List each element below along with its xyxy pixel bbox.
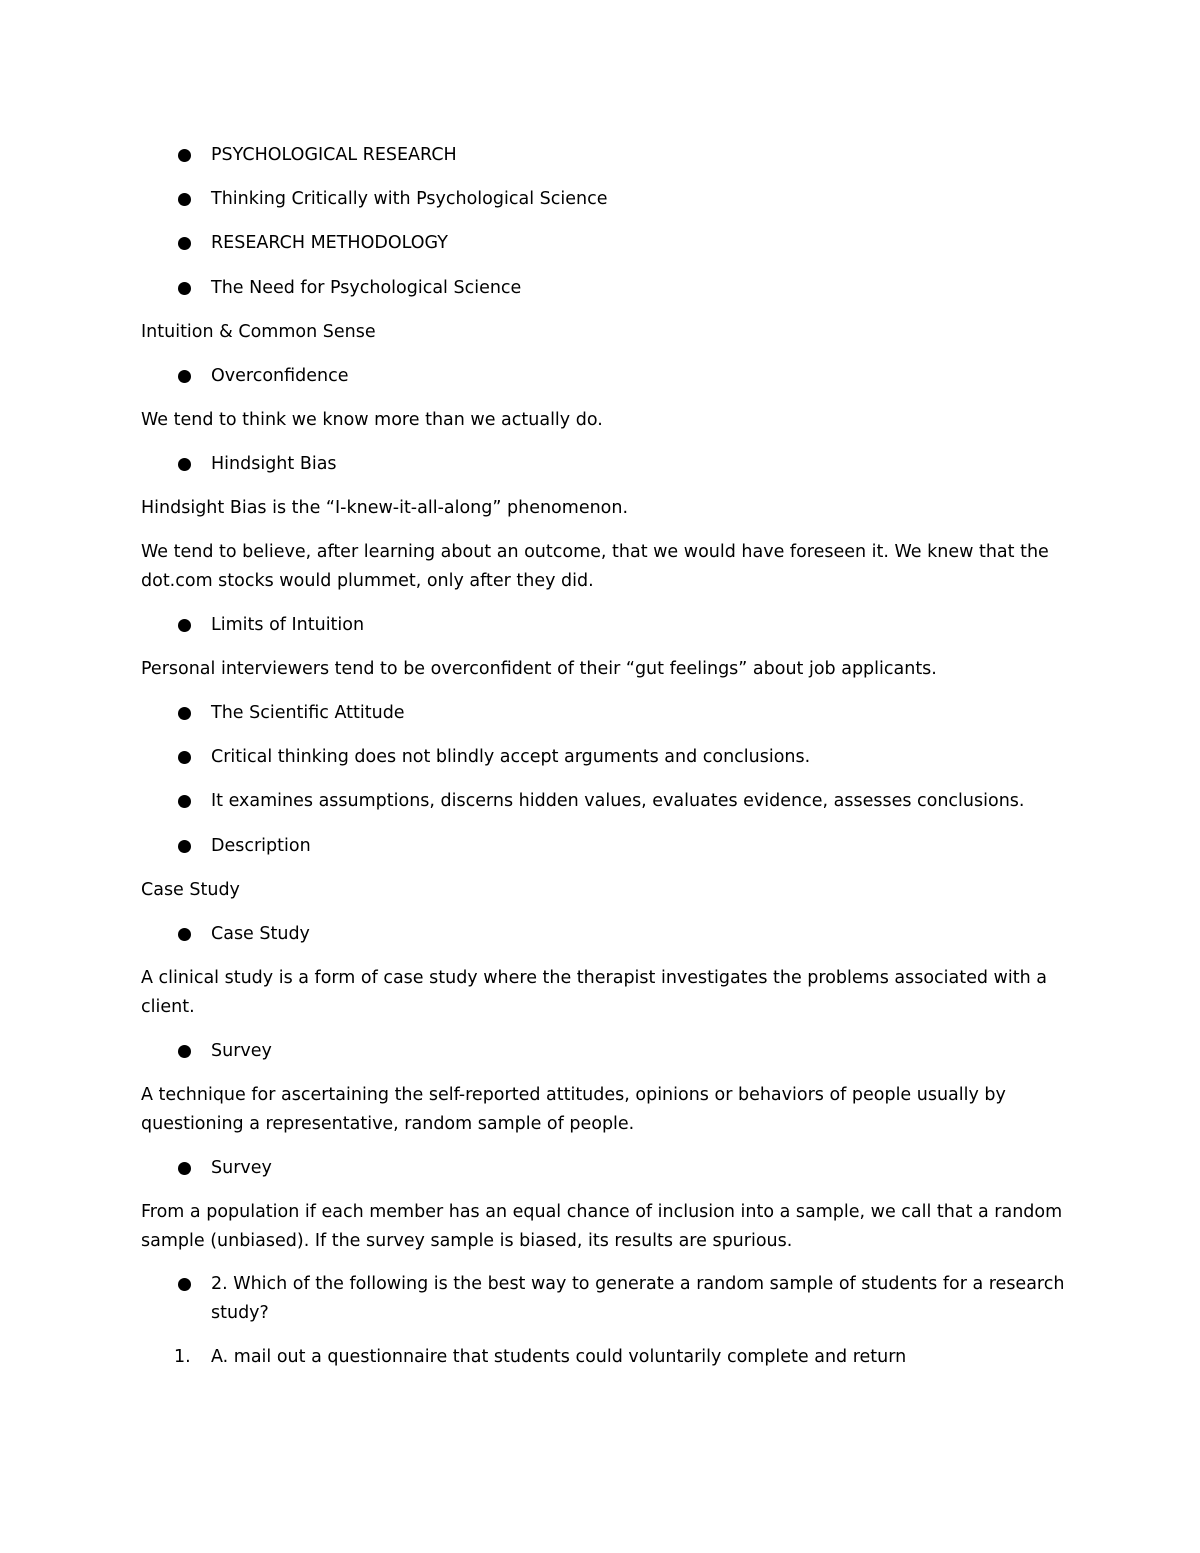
bullet-icon bbox=[178, 1045, 191, 1058]
bullet-icon bbox=[178, 370, 191, 383]
paragraph: A technique for ascertaining the self-reported attitudes, opinions or behaviors of people usually by questioning a representative, random sample of people. bbox=[141, 1085, 1006, 1134]
bullet-icon bbox=[178, 840, 191, 853]
bullet-item: Case Study bbox=[211, 924, 310, 944]
paragraph: Case Study bbox=[141, 880, 240, 900]
bullet-item: It examines assumptions, discerns hidden values, evaluates evidence, assesses conclusions. bbox=[211, 791, 1025, 811]
bullet-icon bbox=[178, 928, 191, 941]
bullet-item: Critical thinking does not blindly accept arguments and conclusions. bbox=[211, 747, 811, 767]
paragraph: Intuition & Common Sense bbox=[141, 322, 376, 342]
bullet-icon bbox=[178, 1162, 191, 1175]
paragraph: Hindsight Bias is the “I-knew-it-all-along” phenomenon. bbox=[141, 498, 629, 518]
numbered-item: A. mail out a questionnaire that students could voluntarily complete and return bbox=[211, 1347, 907, 1367]
bullet-icon bbox=[178, 795, 191, 808]
bullet-item: Limits of Intuition bbox=[211, 615, 365, 635]
bullet-item: Thinking Critically with Psychological Science bbox=[211, 189, 608, 209]
bullet-item: Overconfidence bbox=[211, 366, 349, 386]
paragraph: We tend to believe, after learning about an outcome, that we would have foreseen it. We knew that the dot.com stocks would plummet, only after they did. bbox=[141, 542, 1049, 591]
bullet-icon bbox=[178, 619, 191, 632]
bullet-icon bbox=[178, 751, 191, 764]
bullet-icon bbox=[178, 237, 191, 250]
paragraph: From a population if each member has an equal chance of inclusion into a sample, we call that a random sample (unbiased). If the survey sample is biased, its results are spurious. bbox=[141, 1202, 1063, 1251]
bullet-item: RESEARCH METHODOLOGY bbox=[211, 233, 448, 253]
bullet-icon bbox=[178, 458, 191, 471]
bullet-item: Hindsight Bias bbox=[211, 454, 337, 474]
bullet-item: PSYCHOLOGICAL RESEARCH bbox=[211, 145, 457, 165]
bullet-item: 2. Which of the following is the best way to generate a random sample of students for a research study? bbox=[211, 1274, 1065, 1323]
bullet-icon bbox=[178, 282, 191, 295]
bullet-item: Description bbox=[211, 836, 311, 856]
bullet-item: The Scientific Attitude bbox=[211, 703, 405, 723]
paragraph: Personal interviewers tend to be overconfident of their “gut feelings” about job applicants. bbox=[141, 659, 937, 679]
list-number: 1. bbox=[174, 1347, 191, 1367]
bullet-item: Survey bbox=[211, 1158, 272, 1178]
bullet-icon bbox=[178, 149, 191, 162]
bullet-icon bbox=[178, 1278, 191, 1291]
paragraph: We tend to think we know more than we actually do. bbox=[141, 410, 603, 430]
bullet-item: Survey bbox=[211, 1041, 272, 1061]
paragraph: A clinical study is a form of case study where the therapist investigates the problems associated with a client. bbox=[141, 968, 1047, 1017]
bullet-icon bbox=[178, 707, 191, 720]
bullet-item: The Need for Psychological Science bbox=[211, 278, 522, 298]
bullet-icon bbox=[178, 193, 191, 206]
